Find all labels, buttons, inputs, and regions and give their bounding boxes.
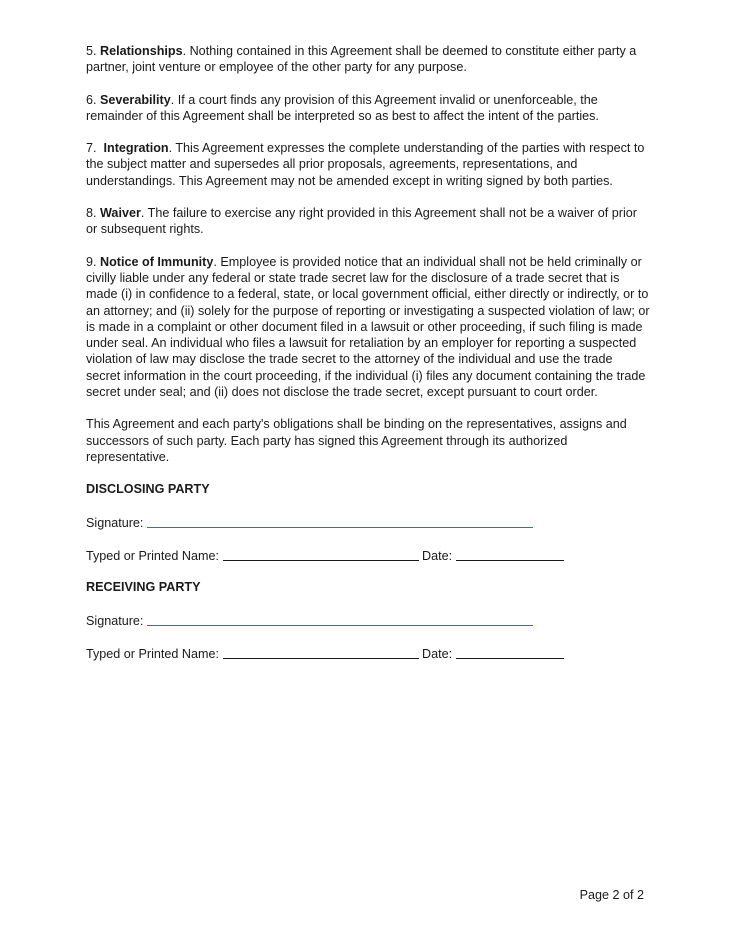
clause-number: 6. bbox=[86, 92, 97, 107]
disclosing-signature-row bbox=[86, 514, 650, 530]
clause-title: Relationships bbox=[100, 44, 183, 58]
clause-text: . Nothing contained in this Agreement shall be deemed to constitute either party a partner, joint venture or employee of the other party for any purpose. bbox=[86, 44, 637, 75]
clause-text: . This Agreement expresses the complete understanding of the parties with respect to the subject matter and supersedes all prior proposals, agreements, representations, and understandings. This Agreement may not be amended except in writing signed by both parties. bbox=[86, 141, 645, 188]
clause-severability bbox=[86, 92, 650, 125]
name-label: Typed or Printed Name: bbox=[86, 646, 219, 661]
disclosing-signature-field[interactable] bbox=[147, 515, 533, 528]
clause-integration bbox=[86, 140, 650, 189]
clause-waiver bbox=[86, 205, 650, 238]
receiving-name-date-row bbox=[86, 645, 650, 661]
clause-title: Notice of Immunity bbox=[100, 254, 214, 269]
receiving-party-heading: RECEIVING PARTY bbox=[86, 580, 201, 595]
disclosing-party-heading: DISCLOSING PARTY bbox=[86, 482, 210, 497]
date-label: Date: bbox=[422, 646, 453, 661]
signature-label: Signature: bbox=[86, 614, 144, 629]
receiving-name-field[interactable] bbox=[223, 646, 419, 659]
disclosing-name-date-row bbox=[86, 547, 650, 563]
page-number: Page 2 of 2 bbox=[579, 888, 644, 902]
receiving-signature-field[interactable] bbox=[147, 613, 533, 626]
clause-notice-of-immunity bbox=[86, 254, 650, 401]
clause-number: 9. bbox=[86, 254, 97, 269]
receiving-signature-row bbox=[86, 612, 650, 628]
clause-title: Integration bbox=[103, 141, 169, 156]
clause-relationships bbox=[86, 43, 650, 76]
clause-number: 7. bbox=[86, 141, 101, 156]
clause-text: . The failure to exercise any right provided in this Agreement shall not be a waiver of prior or subsequent rights. bbox=[86, 206, 637, 237]
clause-title: Severability bbox=[100, 92, 171, 107]
disclosing-date-field[interactable] bbox=[456, 548, 564, 561]
disclosing-name-field[interactable] bbox=[223, 548, 419, 561]
clause-title: Waiver bbox=[100, 206, 141, 221]
clause-text: . If a court finds any provision of this Agreement invalid or unenforceable, the remainder of this Agreement shall be interpreted so as best to affect the intent of the parties. bbox=[86, 92, 599, 123]
signature-label: Signature: bbox=[86, 516, 144, 531]
name-label: Typed or Printed Name: bbox=[86, 548, 219, 563]
receiving-date-field[interactable] bbox=[456, 646, 564, 659]
date-label: Date: bbox=[422, 548, 453, 563]
clause-number: 5. bbox=[86, 44, 97, 58]
closing-paragraph: This Agreement and each party's obligations shall be binding on the representatives, assigns and successors of such party. Each party has signed this Agreement through its authorized representative. bbox=[86, 417, 627, 464]
clause-number: 8. bbox=[86, 206, 97, 221]
document-body bbox=[86, 43, 650, 678]
clause-text: . Employee is provided notice that an individual shall not be held criminally or civilly liable under any federal or state trade secret law for the disclosure of a trade secret that is made (i) in confidence to a federal, state, or local government official, either directly or indirectly, or to an attorney; and (ii) solely for the purpose of reporting or investigating a suspected violation of law; or is made in a complaint or other document filed in a lawsuit or other proceeding, if such filing is made under seal. An individual who files a lawsuit for retaliation by an employer for reporting a suspected violation of law may disclose the trade secret to the attorney of the individual and use the trade secret information in the court proceeding, if the individual (i) files any document containing the trade secret under seal; and (ii) does not disclose the trade secret, except pursuant to court order. bbox=[86, 254, 650, 400]
